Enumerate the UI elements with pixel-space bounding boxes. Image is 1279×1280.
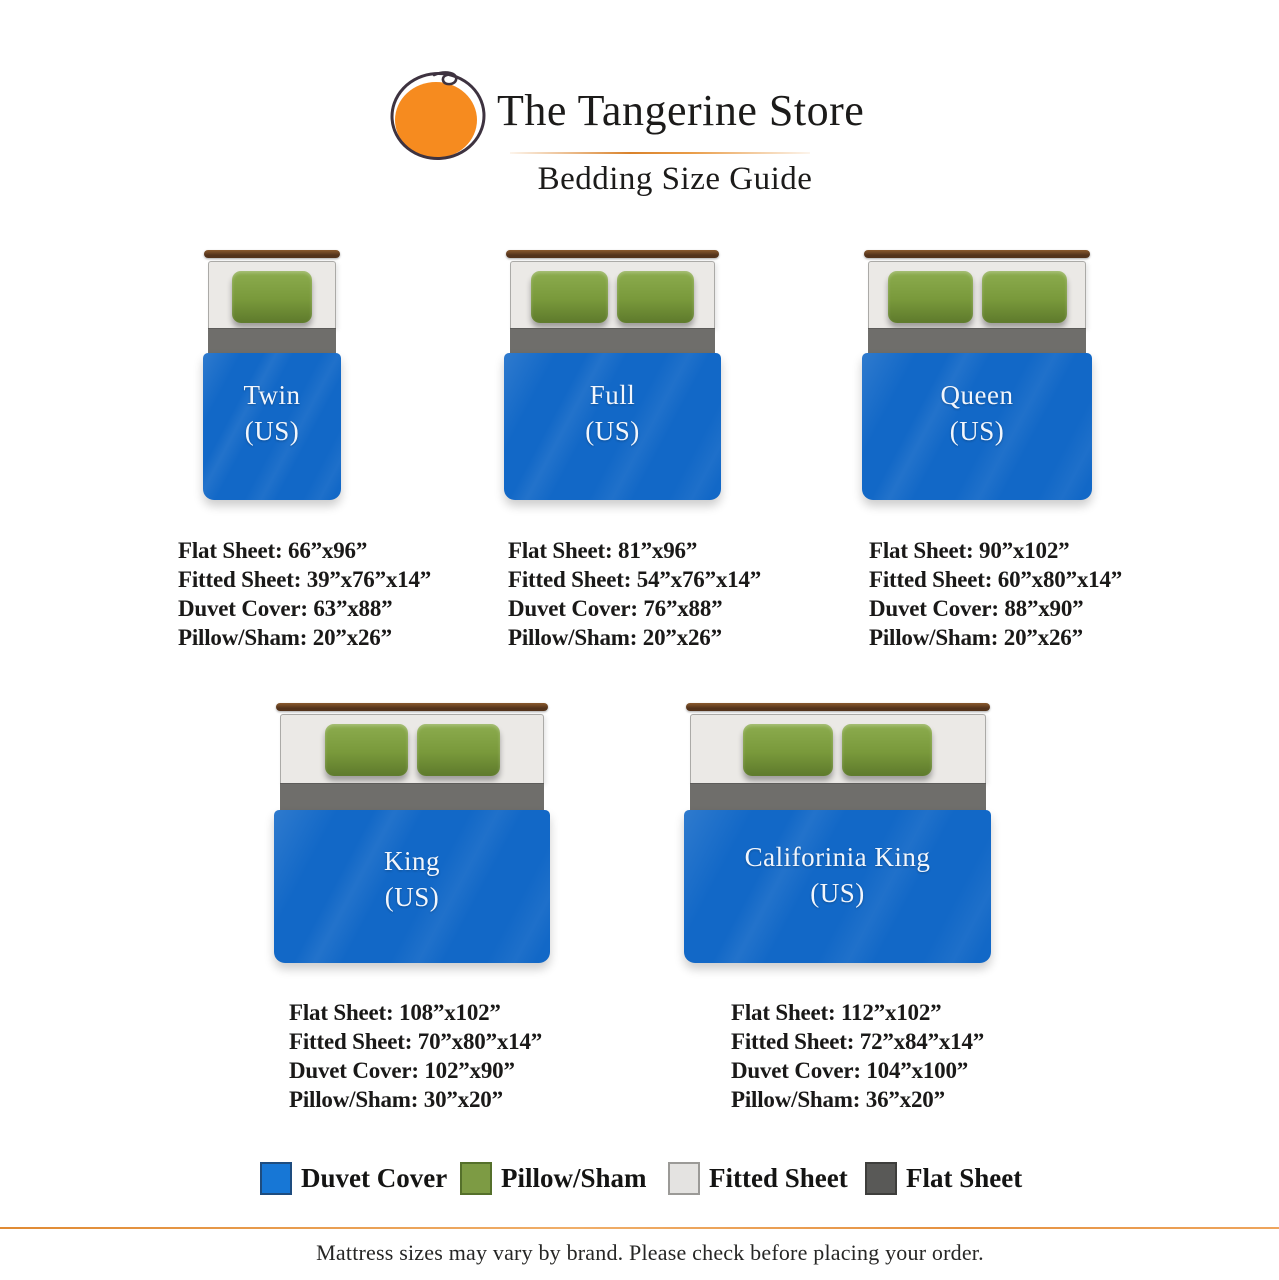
bed-name: Twin — [243, 379, 301, 410]
bed-region: (US) — [244, 415, 300, 446]
pillow-icon — [232, 271, 312, 323]
size-specs-full — [508, 536, 761, 652]
spec-line: Fitted Sheet: 70”x80”x14” — [289, 1029, 543, 1054]
flat-sheet-band — [208, 328, 336, 353]
legend-label: Pillow/Sham — [501, 1162, 647, 1193]
pillow-icon — [417, 724, 500, 776]
bed-diagram-twin — [203, 250, 341, 500]
title-divider — [510, 152, 810, 154]
spec-line: Flat Sheet: 81”x96” — [508, 538, 698, 563]
bed-headboard — [864, 250, 1090, 258]
footer-note: Mattress sizes may vary by brand. Please check before placing your order. — [316, 1240, 984, 1265]
bed-name: Califorinia King — [744, 841, 931, 872]
size-specs-calking — [731, 998, 984, 1114]
fitted-sheet-area — [280, 714, 544, 783]
spec-line: Duvet Cover: 63”x88” — [178, 596, 393, 621]
bed-headboard — [204, 250, 340, 258]
page-title: Bedding Size Guide — [537, 161, 813, 197]
duvet-cover — [274, 810, 550, 963]
bed-headboard — [506, 250, 719, 258]
bed-diagram-king — [274, 703, 550, 963]
spec-line: Pillow/Sham: 36”x20” — [731, 1087, 945, 1112]
bed-diagram-queen — [862, 250, 1092, 500]
legend — [0, 1162, 1279, 1194]
fitted-sheet-area — [868, 261, 1086, 328]
fitted-sheet-area — [208, 261, 336, 328]
spec-line: Duvet Cover: 104”x100” — [731, 1058, 969, 1083]
flat-sheet-band — [868, 328, 1086, 353]
bed-size-label — [745, 839, 931, 911]
bed-region: (US) — [949, 415, 1005, 446]
spec-line: Fitted Sheet: 72”x84”x14” — [731, 1029, 985, 1054]
size-specs-queen — [869, 536, 1122, 652]
pillow-icon — [982, 271, 1067, 323]
bed-size-label — [941, 377, 1014, 449]
footer-divider — [0, 1227, 1279, 1229]
bed-size-label — [384, 843, 440, 915]
legend-label: Duvet Cover — [301, 1162, 448, 1193]
bed-headboard — [276, 703, 548, 711]
legend-swatch — [865, 1162, 897, 1195]
pillow-icon — [325, 724, 408, 776]
bed-name: Queen — [940, 379, 1014, 410]
legend-swatch — [460, 1162, 492, 1195]
bed-name: Full — [589, 379, 636, 410]
bed-region: (US) — [384, 881, 440, 912]
duvet-cover — [203, 353, 341, 500]
spec-line: Fitted Sheet: 39”x76”x14” — [178, 567, 432, 592]
duvet-cover — [504, 353, 721, 500]
legend-item — [460, 1162, 647, 1194]
bed-size-label — [243, 377, 300, 449]
fitted-sheet-area — [690, 714, 986, 783]
pillow-icon — [842, 724, 932, 776]
duvet-cover — [862, 353, 1092, 500]
legend-label: Fitted Sheet — [709, 1162, 848, 1193]
bed-diagram-calking — [684, 703, 991, 963]
spec-line: Fitted Sheet: 60”x80”x14” — [869, 567, 1123, 592]
spec-line: Pillow/Sham: 20”x26” — [178, 625, 392, 650]
bed-name: King — [384, 845, 440, 876]
fitted-sheet-area — [510, 261, 715, 328]
legend-item — [260, 1162, 447, 1194]
legend-swatch — [260, 1162, 292, 1195]
pillow-icon — [617, 271, 694, 323]
size-specs-twin — [178, 536, 431, 652]
spec-line: Flat Sheet: 90”x102” — [869, 538, 1070, 563]
legend-label: Flat Sheet — [906, 1162, 1023, 1193]
duvet-cover — [684, 810, 991, 963]
spec-line: Pillow/Sham: 20”x26” — [869, 625, 1083, 650]
spec-line: Fitted Sheet: 54”x76”x14” — [508, 567, 762, 592]
pillow-icon — [888, 271, 973, 323]
spec-line: Duvet Cover: 88”x90” — [869, 596, 1084, 621]
spec-line: Flat Sheet: 108”x102” — [289, 1000, 501, 1025]
bed-headboard — [686, 703, 990, 711]
pillow-icon — [531, 271, 608, 323]
flat-sheet-band — [690, 783, 986, 810]
spec-line: Duvet Cover: 76”x88” — [508, 596, 723, 621]
legend-item — [668, 1162, 848, 1194]
spec-line: Duvet Cover: 102”x90” — [289, 1058, 515, 1083]
spec-line: Flat Sheet: 66”x96” — [178, 538, 368, 563]
bed-region: (US) — [810, 877, 865, 908]
legend-swatch — [668, 1162, 700, 1195]
bed-region: (US) — [585, 415, 640, 446]
spec-line: Pillow/Sham: 30”x20” — [289, 1087, 503, 1112]
brand-title: The Tangerine Store — [497, 86, 865, 135]
pillow-icon — [743, 724, 833, 776]
bed-diagram-full — [504, 250, 721, 500]
spec-line: Flat Sheet: 112”x102” — [731, 1000, 942, 1025]
tangerine-icon — [388, 70, 488, 162]
bed-size-label — [585, 377, 640, 449]
spec-line: Pillow/Sham: 20”x26” — [508, 625, 722, 650]
legend-item — [865, 1162, 1022, 1194]
flat-sheet-band — [280, 783, 544, 810]
flat-sheet-band — [510, 328, 715, 353]
size-specs-king — [289, 998, 542, 1114]
